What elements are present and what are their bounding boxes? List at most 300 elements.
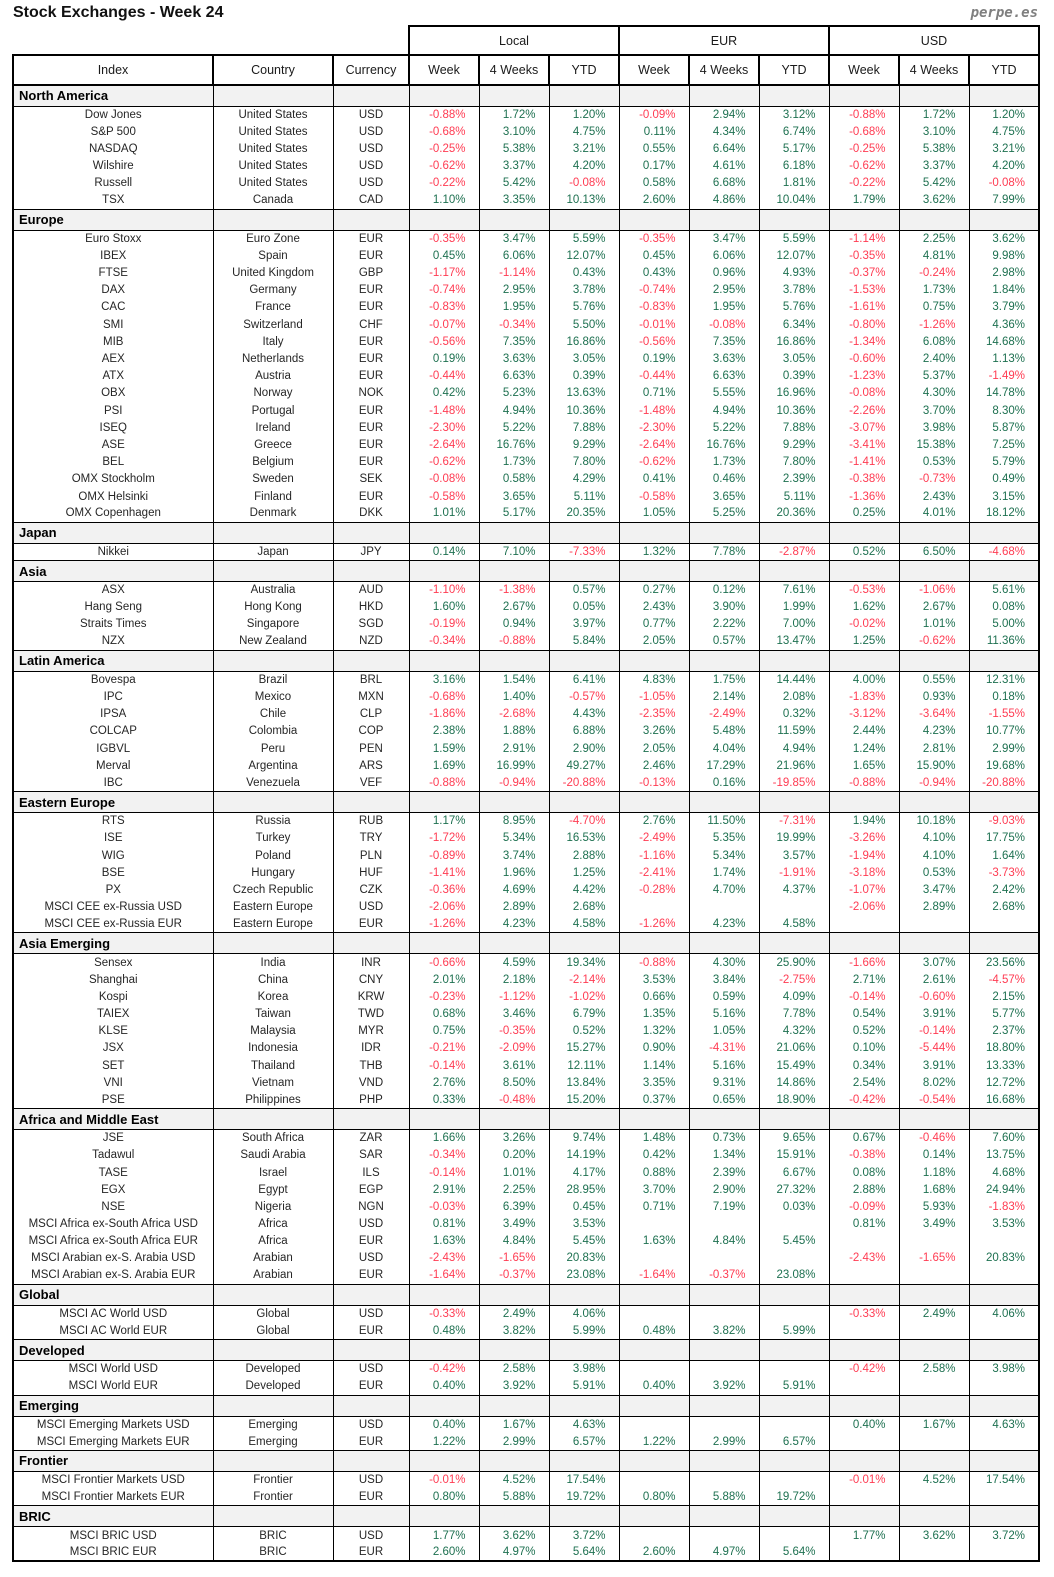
country-cell: Saudi Arabia [213, 1147, 333, 1164]
section-cell [619, 561, 689, 582]
value-cell: 1.73% [479, 454, 549, 471]
value-cell: -3.41% [829, 436, 899, 453]
index-cell: OMX Stockholm [13, 471, 213, 488]
table-row [13, 916, 1039, 933]
section-cell [409, 1395, 479, 1416]
value-cell: 5.16% [689, 1005, 759, 1022]
section-cell [759, 1506, 829, 1527]
value-cell: 2.37% [969, 1023, 1039, 1040]
value-cell: 28.95% [549, 1181, 619, 1198]
value-cell: -0.94% [479, 774, 549, 791]
value-cell: 0.11% [619, 123, 689, 140]
section-row [13, 1340, 1039, 1361]
value-cell: 0.81% [409, 1216, 479, 1233]
index-cell: TAIEX [13, 1005, 213, 1022]
value-cell: 1.81% [759, 175, 829, 192]
value-cell: 0.58% [479, 471, 549, 488]
value-cell: 1.10% [409, 192, 479, 209]
section-cell [333, 209, 409, 230]
value-cell: 0.08% [829, 1164, 899, 1181]
value-cell: -0.03% [409, 1198, 479, 1215]
value-cell: 2.60% [409, 1544, 479, 1561]
value-cell: -1.05% [619, 688, 689, 705]
value-cell: 4.32% [759, 1023, 829, 1040]
value-cell: 9.31% [689, 1074, 759, 1091]
value-cell: -1.64% [619, 1267, 689, 1284]
value-cell: 1.32% [619, 543, 689, 560]
value-cell [689, 1216, 759, 1233]
section-cell [899, 522, 969, 543]
section-title: Asia [13, 561, 213, 582]
table-row [13, 350, 1039, 367]
table-row [13, 899, 1039, 916]
value-cell: -2.49% [689, 706, 759, 723]
section-cell [213, 85, 333, 106]
section-title: BRIC [13, 1506, 213, 1527]
country-cell: United States [213, 175, 333, 192]
value-cell: -2.49% [619, 830, 689, 847]
section-cell [549, 933, 619, 954]
section-cell [969, 522, 1039, 543]
index-cell: AEX [13, 350, 213, 367]
value-cell [969, 1378, 1039, 1395]
index-cell: EGX [13, 1181, 213, 1198]
value-cell: 6.79% [549, 1005, 619, 1022]
value-cell: -0.19% [409, 616, 479, 633]
table-row [13, 706, 1039, 723]
section-cell [619, 522, 689, 543]
value-cell: -9.03% [969, 813, 1039, 830]
value-cell: -0.01% [409, 1471, 479, 1488]
index-cell: CAC [13, 299, 213, 316]
value-cell: 6.63% [689, 368, 759, 385]
value-cell: 2.42% [969, 881, 1039, 898]
value-cell: -0.58% [409, 488, 479, 505]
value-cell: 7.99% [969, 192, 1039, 209]
value-cell: -20.88% [969, 774, 1039, 791]
value-cell: -0.33% [829, 1305, 899, 1322]
value-cell: 2.60% [619, 192, 689, 209]
value-cell: 19.99% [759, 830, 829, 847]
value-cell: -0.42% [829, 1091, 899, 1108]
currency-cell: AUD [333, 582, 409, 599]
column-header-week-usd: Week [829, 55, 899, 85]
currency-cell: TWD [333, 1005, 409, 1022]
value-cell: 13.75% [969, 1147, 1039, 1164]
value-cell: 3.10% [899, 123, 969, 140]
value-cell: 0.65% [689, 1091, 759, 1108]
value-cell: 3.53% [549, 1216, 619, 1233]
section-cell [829, 522, 899, 543]
table-row [13, 402, 1039, 419]
index-cell: ISEQ [13, 419, 213, 436]
value-cell: 2.95% [689, 282, 759, 299]
value-cell [969, 1322, 1039, 1339]
section-cell [333, 792, 409, 813]
value-cell: 20.36% [759, 505, 829, 522]
currency-cell: VND [333, 1074, 409, 1091]
value-cell [619, 1416, 689, 1433]
country-cell: Argentina [213, 757, 333, 774]
index-cell: IGBVL [13, 740, 213, 757]
section-cell [899, 1506, 969, 1527]
value-cell: 5.91% [759, 1378, 829, 1395]
section-cell [549, 1395, 619, 1416]
value-cell: -0.60% [829, 350, 899, 367]
value-cell: 3.82% [689, 1322, 759, 1339]
value-cell: -0.37% [829, 265, 899, 282]
value-cell: -1.65% [899, 1250, 969, 1267]
value-cell: 3.47% [899, 881, 969, 898]
value-cell: -0.08% [549, 175, 619, 192]
value-cell [689, 1416, 759, 1433]
table-row [13, 757, 1039, 774]
index-cell: PSI [13, 402, 213, 419]
table-row [13, 1130, 1039, 1147]
value-cell: 8.95% [479, 813, 549, 830]
index-cell: NZX [13, 633, 213, 650]
value-cell: 3.92% [479, 1378, 549, 1395]
value-cell: -0.01% [619, 316, 689, 333]
value-cell: 14.68% [969, 333, 1039, 350]
section-cell [829, 1450, 899, 1471]
value-cell: 3.65% [689, 488, 759, 505]
value-cell: -0.37% [479, 1267, 549, 1284]
value-cell: 4.63% [969, 1416, 1039, 1433]
value-cell: 2.89% [899, 899, 969, 916]
value-cell: 16.86% [759, 333, 829, 350]
country-cell: Netherlands [213, 350, 333, 367]
section-cell [689, 85, 759, 106]
value-cell: 0.40% [829, 1416, 899, 1433]
value-cell: 1.73% [899, 282, 969, 299]
section-cell [213, 561, 333, 582]
section-cell [829, 1395, 899, 1416]
value-cell: 21.96% [759, 757, 829, 774]
table-row [13, 1544, 1039, 1561]
index-cell: Shanghai [13, 971, 213, 988]
value-cell: 5.59% [549, 230, 619, 247]
index-cell: Nikkei [13, 543, 213, 560]
country-cell: Turkey [213, 830, 333, 847]
currency-cell: SGD [333, 616, 409, 633]
value-cell: 3.49% [479, 1216, 549, 1233]
value-cell: 1.17% [409, 813, 479, 830]
value-cell: -3.73% [969, 864, 1039, 881]
value-cell: 0.73% [689, 1130, 759, 1147]
value-cell [759, 1250, 829, 1267]
section-cell [479, 1340, 549, 1361]
value-cell [759, 1216, 829, 1233]
currency-cell: USD [333, 1216, 409, 1233]
currency-cell: USD [333, 1416, 409, 1433]
index-cell: IBC [13, 774, 213, 791]
index-cell: ATX [13, 368, 213, 385]
currency-cell: TRY [333, 830, 409, 847]
value-cell: 4.97% [479, 1544, 549, 1561]
currency-cell: EUR [333, 1433, 409, 1450]
section-cell [759, 933, 829, 954]
value-cell: 7.19% [689, 1198, 759, 1215]
value-cell: 4.58% [759, 916, 829, 933]
value-cell: 2.90% [689, 1181, 759, 1198]
value-cell: 5.17% [479, 505, 549, 522]
value-cell: 0.33% [409, 1091, 479, 1108]
value-cell: -2.87% [759, 543, 829, 560]
value-cell: -1.41% [829, 454, 899, 471]
table-row [13, 688, 1039, 705]
value-cell: 3.10% [479, 123, 549, 140]
section-cell [689, 1450, 759, 1471]
value-cell: 6.08% [899, 333, 969, 350]
section-title: Global [13, 1284, 213, 1305]
section-cell [479, 85, 549, 106]
value-cell: 1.48% [619, 1130, 689, 1147]
value-cell: 1.79% [829, 192, 899, 209]
value-cell: 11.59% [759, 723, 829, 740]
value-cell: 1.66% [409, 1130, 479, 1147]
value-cell: 4.58% [549, 916, 619, 933]
value-cell: 1.64% [969, 847, 1039, 864]
section-cell [479, 1506, 549, 1527]
section-cell [689, 209, 759, 230]
value-cell: 3.62% [899, 1527, 969, 1544]
value-cell: -1.66% [829, 954, 899, 971]
section-cell [969, 85, 1039, 106]
value-cell: 0.57% [549, 582, 619, 599]
value-cell: 5.35% [689, 830, 759, 847]
value-cell: 3.12% [759, 106, 829, 123]
value-cell: 0.43% [619, 265, 689, 282]
value-cell [829, 1378, 899, 1395]
table-row [13, 1378, 1039, 1395]
value-cell: -0.62% [829, 158, 899, 175]
section-cell [409, 933, 479, 954]
section-cell [479, 933, 549, 954]
value-cell: 9.98% [969, 247, 1039, 264]
country-cell: Global [213, 1322, 333, 1339]
value-cell: 5.34% [479, 830, 549, 847]
value-cell: 1.25% [549, 864, 619, 881]
value-cell: 9.29% [549, 436, 619, 453]
value-cell: 4.10% [899, 830, 969, 847]
country-cell: New Zealand [213, 633, 333, 650]
index-cell: MSCI World EUR [13, 1378, 213, 1395]
value-cell: 4.75% [969, 123, 1039, 140]
country-cell: United States [213, 123, 333, 140]
index-cell: MSCI Frontier Markets USD [13, 1471, 213, 1488]
value-cell: 17.29% [689, 757, 759, 774]
value-cell: 3.47% [689, 230, 759, 247]
value-cell [689, 899, 759, 916]
value-cell: 1.32% [619, 1023, 689, 1040]
country-cell: Brazil [213, 671, 333, 688]
value-cell: 4.42% [549, 881, 619, 898]
value-cell: 0.45% [619, 247, 689, 264]
section-cell [899, 561, 969, 582]
currency-cell: COP [333, 723, 409, 740]
value-cell: 4.86% [689, 192, 759, 209]
value-cell: 2.15% [969, 988, 1039, 1005]
value-cell: 6.06% [689, 247, 759, 264]
value-cell: 0.48% [409, 1322, 479, 1339]
value-cell [899, 1233, 969, 1250]
currency-cell: USD [333, 158, 409, 175]
value-cell: -1.14% [829, 230, 899, 247]
value-cell: -1.94% [829, 847, 899, 864]
currency-cell: EUR [333, 282, 409, 299]
country-cell: Italy [213, 333, 333, 350]
value-cell: -1.55% [969, 706, 1039, 723]
currency-cell: NGN [333, 1198, 409, 1215]
index-cell: COLCAP [13, 723, 213, 740]
value-cell: 1.01% [479, 1164, 549, 1181]
value-cell: 0.49% [969, 471, 1039, 488]
value-cell: 4.83% [619, 671, 689, 688]
index-cell: ASX [13, 582, 213, 599]
section-cell [479, 209, 549, 230]
value-cell: 4.29% [549, 471, 619, 488]
value-cell: 0.17% [619, 158, 689, 175]
value-cell [759, 1361, 829, 1378]
table-row [13, 774, 1039, 791]
country-cell: South Africa [213, 1130, 333, 1147]
value-cell: -1.48% [619, 402, 689, 419]
index-cell: MSCI Arabian ex-S. Arabia USD [13, 1250, 213, 1267]
value-cell: -3.18% [829, 864, 899, 881]
value-cell: 12.07% [759, 247, 829, 264]
table-row [13, 864, 1039, 881]
value-cell: 0.41% [619, 471, 689, 488]
column-header-week-eur: Week [619, 55, 689, 85]
value-cell: 0.16% [689, 774, 759, 791]
value-cell: 0.68% [409, 1005, 479, 1022]
value-cell: 4.61% [689, 158, 759, 175]
column-header-row [13, 55, 1039, 85]
section-cell [759, 522, 829, 543]
table-row [13, 436, 1039, 453]
table-row [13, 282, 1039, 299]
index-cell: OMX Copenhagen [13, 505, 213, 522]
value-cell [899, 1433, 969, 1450]
value-cell: -2.64% [619, 436, 689, 453]
value-cell: 4.23% [479, 916, 549, 933]
country-cell: Africa [213, 1233, 333, 1250]
value-cell [969, 1267, 1039, 1284]
value-cell: 5.42% [899, 175, 969, 192]
value-cell: 16.86% [549, 333, 619, 350]
country-cell: Arabian [213, 1250, 333, 1267]
value-cell: 1.54% [479, 671, 549, 688]
section-cell [619, 209, 689, 230]
table-row [13, 140, 1039, 157]
value-cell: 3.91% [899, 1057, 969, 1074]
currency-cell: EUR [333, 1267, 409, 1284]
value-cell: -7.33% [549, 543, 619, 560]
value-cell: 0.53% [899, 454, 969, 471]
value-cell: 3.91% [899, 1005, 969, 1022]
value-cell: 20.83% [549, 1250, 619, 1267]
value-cell: 5.48% [689, 723, 759, 740]
value-cell [829, 916, 899, 933]
value-cell: 6.06% [479, 247, 549, 264]
value-cell: 15.38% [899, 436, 969, 453]
value-cell: -0.23% [409, 988, 479, 1005]
country-cell: Developed [213, 1378, 333, 1395]
value-cell: 5.22% [479, 419, 549, 436]
country-cell: Israel [213, 1164, 333, 1181]
currency-cell: HUF [333, 864, 409, 881]
currency-cell: EUR [333, 1378, 409, 1395]
value-cell: 2.01% [409, 971, 479, 988]
value-cell: 19.72% [549, 1489, 619, 1506]
currency-cell: USD [333, 1250, 409, 1267]
value-cell: 3.74% [479, 847, 549, 864]
value-cell: -2.26% [829, 402, 899, 419]
value-cell: -1.53% [829, 282, 899, 299]
value-cell: 1.67% [479, 1416, 549, 1433]
table-row [13, 1233, 1039, 1250]
table-row [13, 230, 1039, 247]
index-cell: VNI [13, 1074, 213, 1091]
value-cell: 2.18% [479, 971, 549, 988]
index-cell: NSE [13, 1198, 213, 1215]
value-cell: -1.07% [829, 881, 899, 898]
country-cell: Frontier [213, 1489, 333, 1506]
table-row [13, 1023, 1039, 1040]
value-cell: -1.02% [549, 988, 619, 1005]
value-cell: 10.18% [899, 813, 969, 830]
value-cell: -0.74% [619, 282, 689, 299]
table-row [13, 1074, 1039, 1091]
value-cell: 0.58% [619, 175, 689, 192]
value-cell: 2.46% [619, 757, 689, 774]
section-row [13, 1506, 1039, 1527]
section-cell [759, 792, 829, 813]
value-cell: 5.38% [479, 140, 549, 157]
table-row [13, 1164, 1039, 1181]
stock-exchanges-table [12, 25, 1040, 1562]
index-cell: Hang Seng [13, 599, 213, 616]
value-cell: 0.93% [899, 688, 969, 705]
currency-cell: GBP [333, 265, 409, 282]
index-cell: TSX [13, 192, 213, 209]
currency-cell: SEK [333, 471, 409, 488]
index-cell: MSCI AC World USD [13, 1305, 213, 1322]
value-cell: 5.88% [689, 1489, 759, 1506]
value-cell: 1.65% [829, 757, 899, 774]
value-cell: 14.19% [549, 1147, 619, 1164]
value-cell: 4.17% [549, 1164, 619, 1181]
index-cell: MSCI Emerging Markets USD [13, 1416, 213, 1433]
section-cell [969, 1450, 1039, 1471]
section-cell [479, 522, 549, 543]
section-cell [829, 1506, 899, 1527]
value-cell: 1.01% [899, 616, 969, 633]
value-cell: 0.20% [479, 1147, 549, 1164]
value-cell [619, 1216, 689, 1233]
table-row [13, 368, 1039, 385]
value-cell: -0.33% [409, 1305, 479, 1322]
section-cell [333, 1284, 409, 1305]
value-cell: 5.22% [689, 419, 759, 436]
value-cell: 5.45% [549, 1233, 619, 1250]
value-cell: 3.26% [479, 1130, 549, 1147]
country-cell: Australia [213, 582, 333, 599]
section-cell [619, 650, 689, 671]
currency-cell: PEN [333, 740, 409, 757]
value-cell: 0.05% [549, 599, 619, 616]
